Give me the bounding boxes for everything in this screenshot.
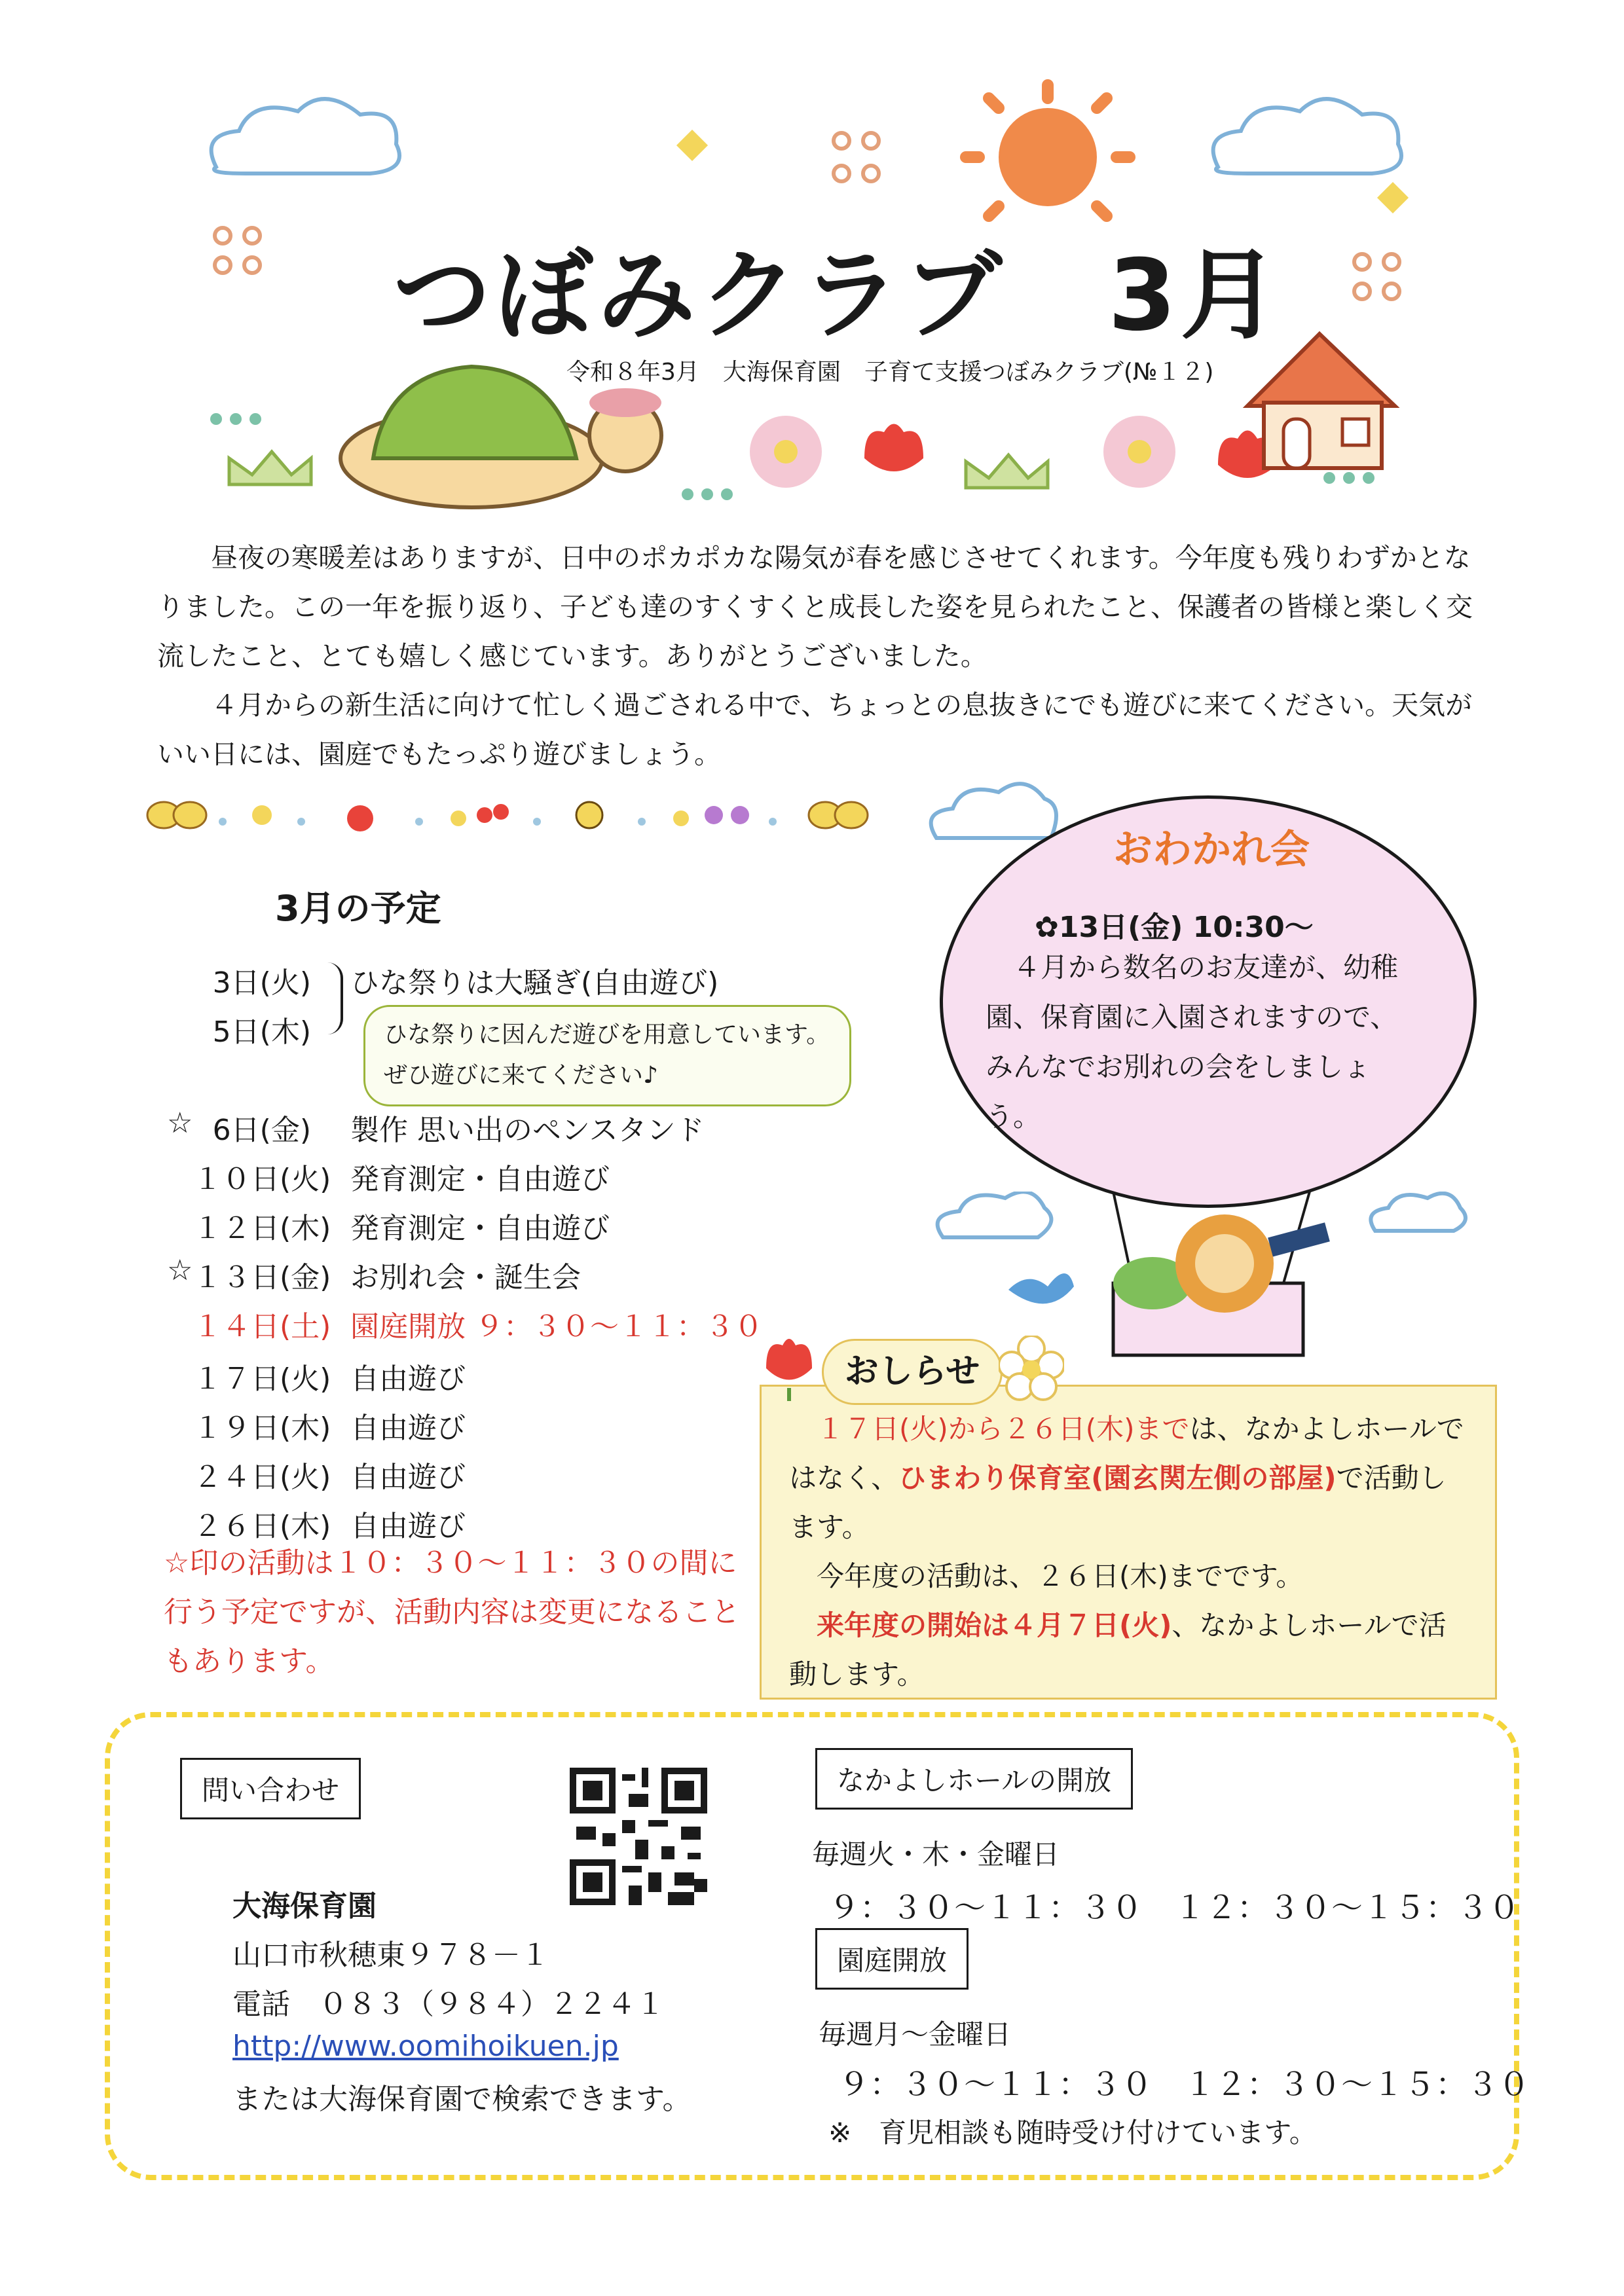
schedule-bubble	[363, 1005, 851, 1106]
insect-divider	[144, 789, 871, 841]
hall-days: 毎週火・木・金曜日	[812, 1838, 1060, 1870]
bee-icon	[576, 802, 602, 828]
cloud-icon	[1213, 99, 1401, 173]
schedule-row	[167, 1503, 756, 1542]
schedule-activity: 発育測定・自由遊び	[350, 1212, 610, 1245]
lion-icon	[1175, 1214, 1274, 1313]
bubble-line: ひな祭りに因んだ遊びを用意しています。	[384, 1021, 830, 1048]
intro-text	[157, 534, 1493, 779]
intro-paragraph: ４月からの新生活に向けて忙しく過ごされる中で、ちょっとの息抜きにでも遊びに来てください。天気がいい日には、園庭でもたっぷり遊びましょう。	[157, 689, 1473, 770]
schedule-row	[167, 1106, 756, 1146]
garden-times: ９：３０～１１：３０ １２：３０～１５：３０	[838, 2066, 1530, 2103]
notice-tag: おしらせ	[822, 1339, 1003, 1405]
schedule-activity: 発育測定・自由遊び	[350, 1163, 610, 1196]
schedule-row	[167, 1254, 756, 1293]
qr-code-icon[interactable]	[570, 1768, 707, 1905]
notice-emphasis: １７日(火)から２６日(木)まで	[817, 1413, 1190, 1445]
schedule-row	[167, 1156, 756, 1195]
schedule-date: 3日(火)	[212, 966, 311, 1000]
ladybug-icon	[347, 805, 373, 831]
bracket-icon	[327, 962, 343, 1034]
schedule-date: ２４日(火)	[193, 1461, 331, 1494]
hall-times: ９：３０～１１：３０ １２：３０～１５：３０	[828, 1889, 1521, 1926]
schedule-date: 6日(金)	[212, 1114, 311, 1147]
tulip-small-icon	[477, 804, 509, 823]
schedule-date: １０日(火)	[193, 1163, 331, 1196]
notice-text	[789, 1404, 1470, 1699]
schedule-activity: 園庭開放 ９：３０～１１：３０	[350, 1310, 763, 1343]
garden-note: ※ 育児相談も随時受け付けています。	[828, 2117, 1317, 2149]
contact-search-note: または大海保育園で検索できます。	[232, 2083, 692, 2116]
notice-emphasis: 来年度の開始は４月７日(火)	[817, 1609, 1172, 1641]
flower-small-icon	[252, 805, 689, 826]
tulip-icon	[864, 424, 1277, 479]
schedule-row	[167, 1404, 756, 1444]
schedule-row	[167, 959, 756, 998]
cloud-icon	[212, 99, 399, 173]
schedule-note: ☆印の活動は１０：３０～１１：３０の間に行う予定ですが、活動内容は変更になることもあります。	[164, 1546, 740, 1678]
tulip-icon	[760, 1336, 819, 1401]
purple-flower-icon	[705, 806, 749, 824]
schedule-date: １７日(火)	[193, 1362, 331, 1396]
garden-days: 毎週月～金曜日	[819, 2018, 1012, 2050]
bubble-line: ぜひ遊びに来てください♪	[384, 1062, 658, 1089]
schedule-date: ２６日(木)	[193, 1510, 331, 1543]
farewell-date: ✿13日(金) 10:30～	[1035, 911, 1314, 944]
contact-name: 大海保育園	[232, 1889, 377, 1923]
schedule-activity: 自由遊び	[350, 1510, 466, 1543]
contact-address: 山口市秋穂東９７８－１	[232, 1939, 549, 1972]
notice-span: で活動します。	[789, 1462, 1447, 1543]
page-title: つぼみクラブ 3月	[393, 239, 1283, 353]
flower-icon	[999, 1336, 1064, 1401]
schedule-activity: 自由遊び	[350, 1412, 466, 1445]
notice-paragraph	[789, 1404, 1470, 1552]
flower-icon	[750, 416, 1175, 488]
schedule-activity: お別れ会・誕生会	[350, 1261, 581, 1294]
garden-label: 園庭開放	[815, 1928, 969, 1990]
schedule-date: １３日(金)	[193, 1261, 331, 1294]
schedule-star-icon: ☆	[167, 1106, 193, 1140]
notice-span: は、なかよしホールではなく、	[789, 1413, 1464, 1494]
page-subtitle: 令和８年3月 大海保育園 子育て支援つぼみクラブ(№１２)	[566, 359, 1214, 386]
schedule-row	[167, 1205, 756, 1244]
cloud-icon	[917, 779, 1061, 851]
schedule-date: １２日(木)	[193, 1212, 331, 1245]
schedule-title: 3月の予定	[275, 888, 441, 929]
hall-label: なかよしホールの開放	[815, 1748, 1133, 1810]
schedule-activity: ひな祭りは大騒ぎ(自由遊び)	[350, 966, 719, 1000]
notice-paragraph	[789, 1601, 1470, 1699]
schedule-date: １４日(土)	[193, 1310, 331, 1343]
contact-label: 問い合わせ	[180, 1758, 361, 1819]
schedule-star-icon: ☆	[167, 1254, 193, 1287]
schedule-date: 5日(木)	[212, 1015, 311, 1049]
contact-phone[interactable]: 電話 ０８３（９８４）２２４１	[232, 1988, 665, 2021]
bird-icon	[1008, 1273, 1074, 1303]
sun-icon	[966, 85, 1130, 216]
notice-emphasis: ひまわり保育室(園玄関左側の部屋)	[898, 1462, 1337, 1494]
schedule-activity: 自由遊び	[350, 1461, 466, 1494]
schedule-row	[167, 1303, 763, 1343]
schedule-date: １９日(木)	[193, 1412, 331, 1445]
schedule-row	[167, 1453, 756, 1493]
turtle-icon	[341, 367, 661, 507]
schedule-row	[167, 1355, 756, 1394]
schedule-activity: 製作 思い出のペンスタンド	[350, 1114, 705, 1147]
farewell-title: おわかれ会	[1113, 827, 1310, 873]
website-link[interactable]: http://www.oomihoikuen.jp	[232, 2030, 619, 2063]
schedule-activity: 自由遊び	[350, 1362, 466, 1396]
farewell-text: ４月から数名のお友達が、幼稚園、保育園に入園されますので、みんなでお別れの会をしましょう。	[986, 951, 1399, 1133]
notice-paragraph: 今年度の活動は、２６日(木)までです。	[817, 1560, 1304, 1592]
intro-paragraph: 昼夜の寒暖差はありますが、日中のポカポカな陽気が春を感じさせてくれます。今年度も残りわずかとなりました。この一年を振り返り、子ども達のすくすくと成長した姿を見られたこと、保護者の皆様と楽しく交流したこと、とても嬉しく感じています。ありがとうございました。	[157, 542, 1473, 672]
notice-span: 、なかよしホールで活動します。	[789, 1609, 1447, 1690]
